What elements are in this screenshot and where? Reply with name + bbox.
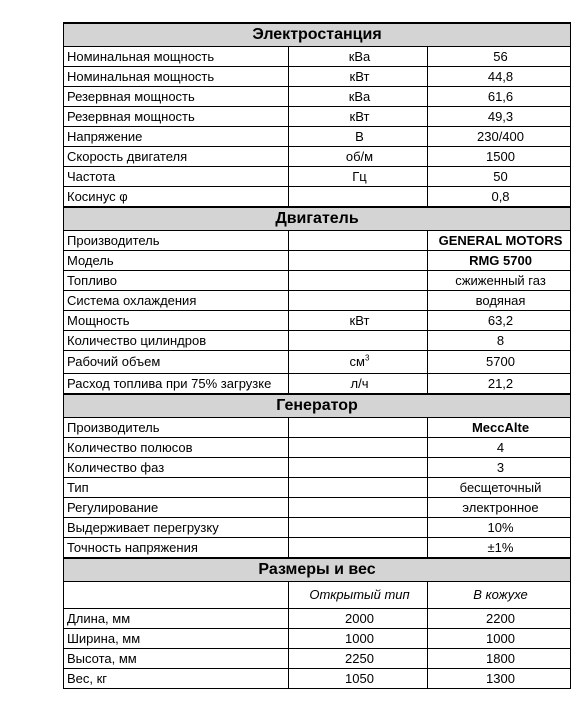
row-unit (289, 231, 428, 251)
row-unit: об/м (289, 147, 428, 167)
row-unit (289, 251, 428, 271)
row-label: Точность напряжения (64, 538, 289, 559)
row-label: Система охлаждения (64, 291, 289, 311)
row-value: 63,2 (428, 311, 571, 331)
section-title: Двигатель (64, 207, 571, 231)
row-unit (289, 331, 428, 351)
row-label: Длина, мм (64, 609, 289, 629)
row-unit (289, 458, 428, 478)
section-header-generator (64, 394, 571, 418)
row-unit: кВт (289, 311, 428, 331)
row-label: Высота, мм (64, 649, 289, 669)
row-unit (289, 498, 428, 518)
row-label: Рабочий объем (64, 351, 289, 374)
col-canopy: В кожухе (428, 582, 571, 609)
table-row (64, 167, 571, 187)
row-value: 4 (428, 438, 571, 458)
row-canopy-value: 1000 (428, 629, 571, 649)
row-value: 3 (428, 458, 571, 478)
row-value: 230/400 (428, 127, 571, 147)
row-unit (289, 518, 428, 538)
empty-header-cell (64, 582, 289, 609)
row-unit (289, 478, 428, 498)
table-row (64, 538, 571, 559)
row-label: Резервная мощность (64, 107, 289, 127)
row-value: MeccAlte (428, 418, 571, 438)
row-value: 1500 (428, 147, 571, 167)
row-label: Выдерживает перегрузку (64, 518, 289, 538)
row-label: Скорость двигателя (64, 147, 289, 167)
row-value: 5700 (428, 351, 571, 374)
table-row (64, 478, 571, 498)
table-row (64, 271, 571, 291)
row-label: Вес, кг (64, 669, 289, 689)
col-open-type: Открытый тип (289, 582, 428, 609)
row-label: Расход топлива при 75% загрузке (64, 374, 289, 395)
row-label: Модель (64, 251, 289, 271)
table-row (64, 231, 571, 251)
row-unit: кВт (289, 67, 428, 87)
row-label: Номинальная мощность (64, 47, 289, 67)
row-value: 44,8 (428, 67, 571, 87)
table-row (64, 438, 571, 458)
section-header-dimensions (64, 558, 571, 582)
table-row (64, 187, 571, 208)
row-value: 50 (428, 167, 571, 187)
row-value: электронное (428, 498, 571, 518)
table-row (64, 127, 571, 147)
row-label: Резервная мощность (64, 87, 289, 107)
row-value: 21,2 (428, 374, 571, 395)
table-row (64, 458, 571, 478)
row-value: 0,8 (428, 187, 571, 208)
row-unit: Гц (289, 167, 428, 187)
section-title: Генератор (64, 394, 571, 418)
row-unit: л/ч (289, 374, 428, 395)
row-value: 61,6 (428, 87, 571, 107)
table-row (64, 47, 571, 67)
row-canopy-value: 2200 (428, 609, 571, 629)
section-header-engine (64, 207, 571, 231)
table-row (64, 649, 571, 669)
table-row (64, 498, 571, 518)
row-value: 49,3 (428, 107, 571, 127)
table-row (64, 251, 571, 271)
table-row (64, 518, 571, 538)
table-row (64, 418, 571, 438)
row-label: Тип (64, 478, 289, 498)
table-row (64, 374, 571, 395)
row-label: Количество полюсов (64, 438, 289, 458)
spec-table (63, 22, 571, 689)
row-value: сжиженный газ (428, 271, 571, 291)
row-unit (289, 291, 428, 311)
table-row (64, 107, 571, 127)
row-label: Количество цилиндров (64, 331, 289, 351)
row-unit (289, 538, 428, 559)
row-unit (289, 418, 428, 438)
row-unit: кВт (289, 107, 428, 127)
row-value: бесщеточный (428, 478, 571, 498)
row-value: RMG 5700 (428, 251, 571, 271)
row-open-value: 2000 (289, 609, 428, 629)
row-value: 8 (428, 331, 571, 351)
row-value: 10% (428, 518, 571, 538)
table-row (64, 311, 571, 331)
section-header-plant (64, 23, 571, 47)
row-unit: кВа (289, 47, 428, 67)
table-row (64, 87, 571, 107)
row-label: Напряжение (64, 127, 289, 147)
row-unit (289, 351, 428, 374)
row-value: водяная (428, 291, 571, 311)
table-row (64, 351, 571, 374)
row-label: Мощность (64, 311, 289, 331)
row-value: GENERAL MOTORS (428, 231, 571, 251)
table-row (64, 291, 571, 311)
row-label: Количество фаз (64, 458, 289, 478)
dimensions-column-header (64, 582, 571, 609)
row-label: Производитель (64, 231, 289, 251)
row-canopy-value: 1800 (428, 649, 571, 669)
row-value: 56 (428, 47, 571, 67)
row-value: ±1% (428, 538, 571, 559)
row-label: Косинус φ (64, 187, 289, 208)
row-unit (289, 438, 428, 458)
row-unit: В (289, 127, 428, 147)
table-row (64, 147, 571, 167)
row-label: Частота (64, 167, 289, 187)
unit-text: см (349, 354, 365, 369)
section-title: Размеры и вес (64, 558, 571, 582)
table-row (64, 609, 571, 629)
row-unit: кВа (289, 87, 428, 107)
row-label: Регулирование (64, 498, 289, 518)
row-unit (289, 271, 428, 291)
table-row (64, 629, 571, 649)
row-label: Ширина, мм (64, 629, 289, 649)
section-title: Электростанция (64, 23, 571, 47)
table-row (64, 331, 571, 351)
row-canopy-value: 1300 (428, 669, 571, 689)
table-row (64, 669, 571, 689)
row-label: Топливо (64, 271, 289, 291)
table-row (64, 67, 571, 87)
row-open-value: 1050 (289, 669, 428, 689)
row-label: Номинальная мощность (64, 67, 289, 87)
row-open-value: 2250 (289, 649, 428, 669)
unit-superscript: 3 (364, 353, 370, 363)
row-open-value: 1000 (289, 629, 428, 649)
row-unit (289, 187, 428, 208)
row-label: Производитель (64, 418, 289, 438)
